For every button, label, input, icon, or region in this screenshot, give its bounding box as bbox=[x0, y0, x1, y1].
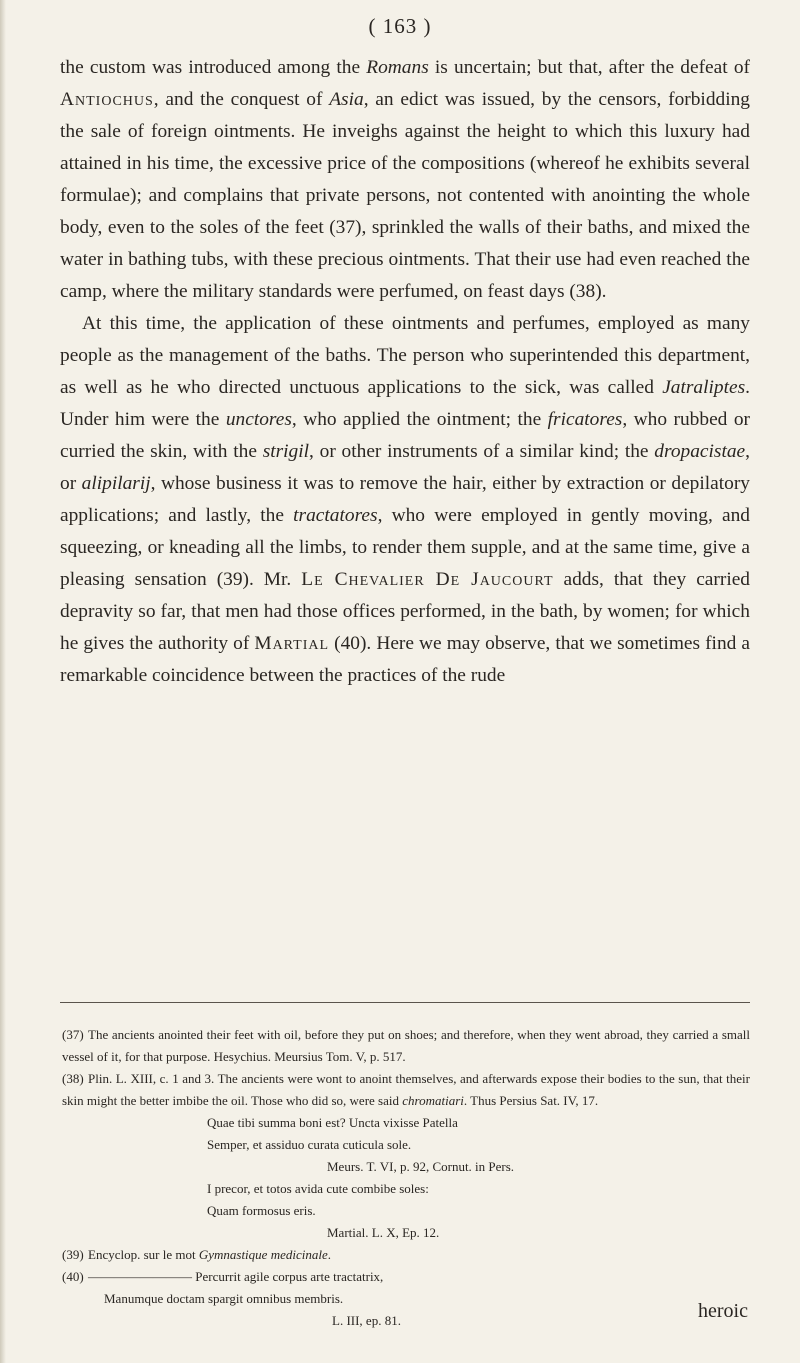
italic-term: Gymnastique medicinale bbox=[198, 1247, 328, 1262]
italic-term: dropacistae bbox=[654, 441, 746, 462]
catchword: heroic bbox=[698, 1300, 748, 1322]
text-run: is uncertain; but that, after the defeat of bbox=[428, 57, 750, 78]
italic-term: fricatores bbox=[547, 409, 623, 430]
italic-term: Jatraliptes bbox=[662, 377, 746, 398]
footnote-40 bbox=[62, 1266, 750, 1288]
small-caps-name: Antiochus bbox=[60, 89, 154, 110]
footnote-dash: ———————— bbox=[88, 1269, 196, 1284]
text-run: At this time, the application of these ointments and perfumes, employed as many people as the management of the baths. The person who superintended this department, as well as he who directed unctuous applications to the sick, was called bbox=[60, 313, 750, 398]
verse-line: Manumque doctam spargit omnibus membris. bbox=[104, 1291, 344, 1306]
paragraph-2 bbox=[60, 308, 750, 692]
italic-term: Romans bbox=[366, 57, 429, 78]
italic-term: strigil bbox=[262, 441, 310, 462]
small-caps-name: Martial bbox=[254, 633, 330, 654]
italic-term: chromatiari bbox=[402, 1093, 464, 1108]
verse-source: Martial. L. X, Ep. 12. bbox=[327, 1225, 440, 1240]
footnote-38 bbox=[62, 1068, 750, 1112]
italic-term: unctores bbox=[225, 409, 292, 430]
verse-line: Semper, et assiduo curata cuticula sole. bbox=[207, 1137, 412, 1152]
verse-line: Quam formosus eris. bbox=[207, 1203, 316, 1218]
text-run: , and the conquest of bbox=[153, 89, 330, 110]
verse-line: Quae tibi summa boni est? Uncta vixisse Patella bbox=[207, 1115, 458, 1130]
text-run: , or other instruments of a similar kind; the bbox=[309, 441, 655, 462]
text-run: adds, that they carried depravity so far, that men had those offices performed, in the bath, by women; for which he gives the authority of bbox=[60, 569, 751, 654]
text-run: . Under him were the bbox=[60, 377, 750, 430]
footnote-text: Encyclop. sur le mot bbox=[88, 1247, 199, 1262]
text-run: the custom was introduced among the bbox=[60, 57, 367, 78]
text-run: , an edict was issued, by the censors, forbidding the sale of foreign ointments. He inveighs against the height to which this luxury had attained in his time, the excessive price of the compositions (whereof he exhibits several formulae); and complains that private persons, not contented with anointing the whole body, even to the soles of the feet (37), sprinkled the walls of their baths, and mixed the water in bathing tubs, with these precious ointments. That their use had even reached the camp, where the military standards were perfumed, on feast days (38). bbox=[60, 89, 750, 302]
footnote-divider bbox=[60, 1002, 750, 1003]
footnote-text: The ancients anointed their feet with oil, before they put on shoes; and therefore, when they went abroad, they carried a small vessel of it, for that purpose. Hesychius. Meursius Tom. V, p. 517. bbox=[62, 1027, 750, 1064]
footnote-text: . bbox=[327, 1247, 331, 1262]
verse-line: Percurrit agile corpus arte tractatrix, bbox=[195, 1269, 384, 1284]
verse-source: L. III, ep. 81. bbox=[332, 1313, 401, 1328]
footnote-37 bbox=[62, 1024, 750, 1068]
footnote-number: (39) bbox=[62, 1247, 84, 1262]
text-run: , who were employed in gently moving, and squeezing, or kneading all the limbs, to render them supple, and at the same time, give a pleasing sensation (39). Mr. bbox=[60, 505, 750, 590]
italic-term: tractatores bbox=[293, 505, 378, 526]
text-run: (40). Here we may observe, that we sometimes find a remarkable coincidence between the practices of the rude bbox=[60, 633, 750, 686]
main-text bbox=[60, 52, 750, 692]
page-number: ( 163 ) bbox=[368, 14, 432, 38]
verse-line: I precor, et totos avida cute combibe soles: bbox=[207, 1181, 429, 1196]
text-run: , who rubbed or curried the skin, with the bbox=[60, 409, 750, 462]
page-edge bbox=[0, 0, 6, 1363]
footnote-number: (38) bbox=[62, 1071, 84, 1086]
text-run: , or bbox=[60, 441, 750, 494]
footnote-39 bbox=[62, 1244, 750, 1266]
italic-term: Asia bbox=[329, 89, 364, 110]
footnote-text: . Thus Persius Sat. IV, 17. bbox=[463, 1093, 599, 1108]
paragraph-1 bbox=[60, 52, 750, 308]
footnote-number: (37) bbox=[62, 1027, 84, 1042]
text-run: , who applied the ointment; the bbox=[291, 409, 548, 430]
text-run: , whose business it was to remove the hair, either by extraction or depilatory applications; and lastly, the bbox=[60, 473, 750, 526]
small-caps-name: Le Chevalier De Jaucourt bbox=[301, 569, 554, 590]
footnote-number: (40) bbox=[62, 1269, 84, 1284]
italic-term: alipilarij bbox=[81, 473, 151, 494]
footnote-text: Plin. L. XIII, c. 1 and 3. The ancients were wont to anoint themselves, and afterwards expose their bodies to the sun, that their skin might the better imbibe the oil. Those who did so, were said bbox=[62, 1071, 750, 1108]
footnotes bbox=[62, 1024, 750, 1332]
verse-source: Meurs. T. VI, p. 92, Cornut. in Pers. bbox=[327, 1159, 515, 1174]
